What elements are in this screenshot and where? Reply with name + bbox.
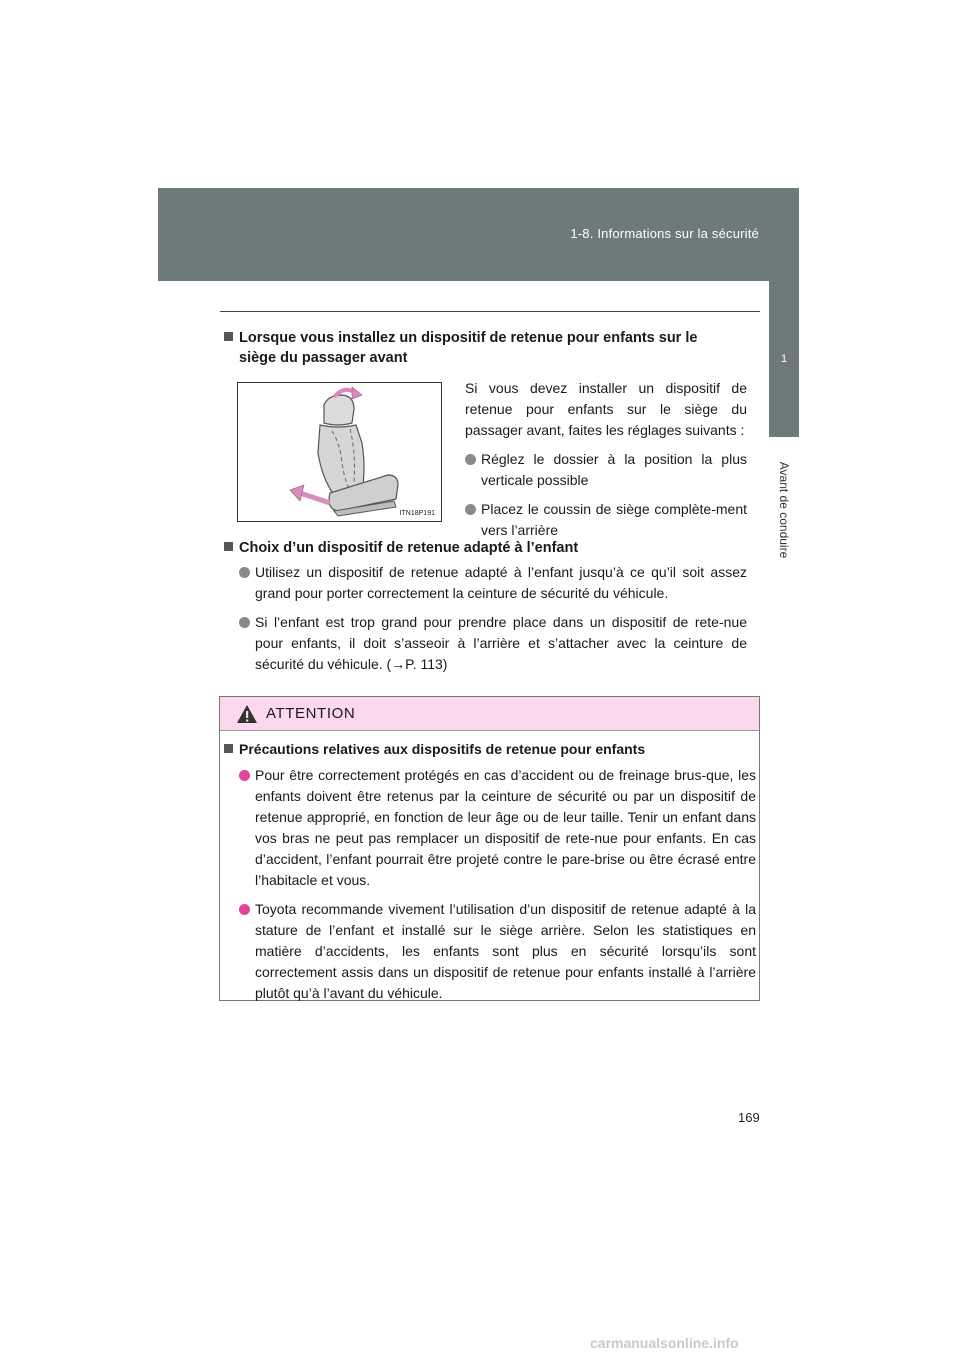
list-item: [239, 765, 756, 891]
warning-label: ATTENTION: [266, 705, 356, 722]
list-item: [239, 612, 747, 675]
list-item-text: Toyota recommande vivement l’utilisation d’un dispositif de retenue adapté à la stature de l’enfant et installé sur le siège arrière. Selon les statistiques en matière d’accidents, les enfants sont plus en sécurité lorsqu’ils sont correctement assis dans un dispositif de retenue pour enfants installé à l’arrière plutôt qu’à l’avant du véhicule.: [255, 901, 756, 1001]
list-item: [239, 562, 747, 604]
section-heading-text: Choix d’un dispositif de retenue adapté à l’enfant: [239, 540, 579, 556]
warning-list: [239, 765, 756, 1004]
bullet-dot-icon: [239, 770, 250, 781]
warning-heading-text: Précautions relatives aux dispositifs de retenue pour enfants: [239, 741, 646, 757]
figure-code: ITN18P191: [399, 510, 435, 517]
watermark: carmanualsonline.info: [590, 1335, 739, 1351]
chapter-header-band: [158, 188, 799, 281]
square-bullet-icon: [224, 332, 233, 341]
section-heading-choice: [224, 538, 754, 558]
bullet-dot-icon: [239, 617, 250, 628]
warning-heading: [224, 739, 756, 759]
side-section-label: [772, 440, 796, 580]
bullet-dot-icon: [465, 504, 476, 515]
section-heading-line1: Lorsque vous installez un dispositif de retenue pour enfants sur le: [239, 330, 698, 346]
warning-box: [219, 696, 760, 1001]
list-item-text: Utilisez un dispositif de retenue adapté à l’enfant jusqu’à ce qu’il soit assez grand pour porter correctement la ceinture de sécurité du véhicule.: [255, 564, 747, 601]
front-seat-intro: Si vous devez installer un dispositif de retenue pour enfants sur le siège du passager avant, faites les réglages suivants :: [465, 380, 747, 438]
list-item-text: Réglez le dossier à la position la plus verticale possible: [481, 451, 747, 488]
bullet-dot-icon: [239, 567, 250, 578]
list-item: [239, 899, 756, 1004]
chapter-tab: [769, 281, 799, 437]
list-item-text: Pour être correctement protégés en cas d’accident ou de freinage brus-que, les enfants doivent être retenus par la ceinture de sécurité ou par un dispositif de retenue approprié, en fonction de leur âge ou de leur taille. Tenir un enfant dans vos bras ne peut pas remplacer un dispositif de rete-nue pour enfants. En cas d’accident, l’enfant pourrait être projeté contre le pare-brise ou être écrasé entre l’habitacle et vous.: [255, 767, 756, 888]
warning-body: [224, 739, 756, 1012]
bullet-dot-icon: [465, 454, 476, 465]
list-item: [465, 449, 747, 491]
top-divider: [220, 311, 760, 312]
front-seat-instructions: [465, 378, 747, 549]
page-number: 169: [738, 1110, 760, 1125]
list-item-text: Si l’enfant est trop grand pour prendre place dans un dispositif de rete-nue pour enfants, il doit s’asseoir à l’arrière et s’attacher avec la ceinture de sécurité du véhicule. (→P. 113): [255, 614, 747, 672]
section-heading-front-seat: [224, 328, 754, 368]
warning-header: [220, 697, 759, 731]
bullet-dot-icon: [239, 904, 250, 915]
list-item: [465, 499, 747, 541]
chapter-tab-number: 1: [780, 353, 788, 365]
chapter-title: 1-8. Informations sur la sécurité: [570, 226, 759, 241]
side-section-label-text: Avant de conduire: [777, 461, 791, 559]
section-heading-line2: siège du passager avant: [239, 350, 408, 366]
warning-triangle-icon: [236, 704, 258, 724]
choice-list: [239, 562, 747, 683]
square-bullet-icon: [224, 542, 233, 551]
list-item-text: Placez le coussin de siège complète-ment vers l’arrière: [481, 501, 747, 538]
seat-illustration: [237, 382, 442, 522]
square-bullet-icon: [224, 744, 233, 753]
seat-adjust-icon: [238, 383, 441, 521]
